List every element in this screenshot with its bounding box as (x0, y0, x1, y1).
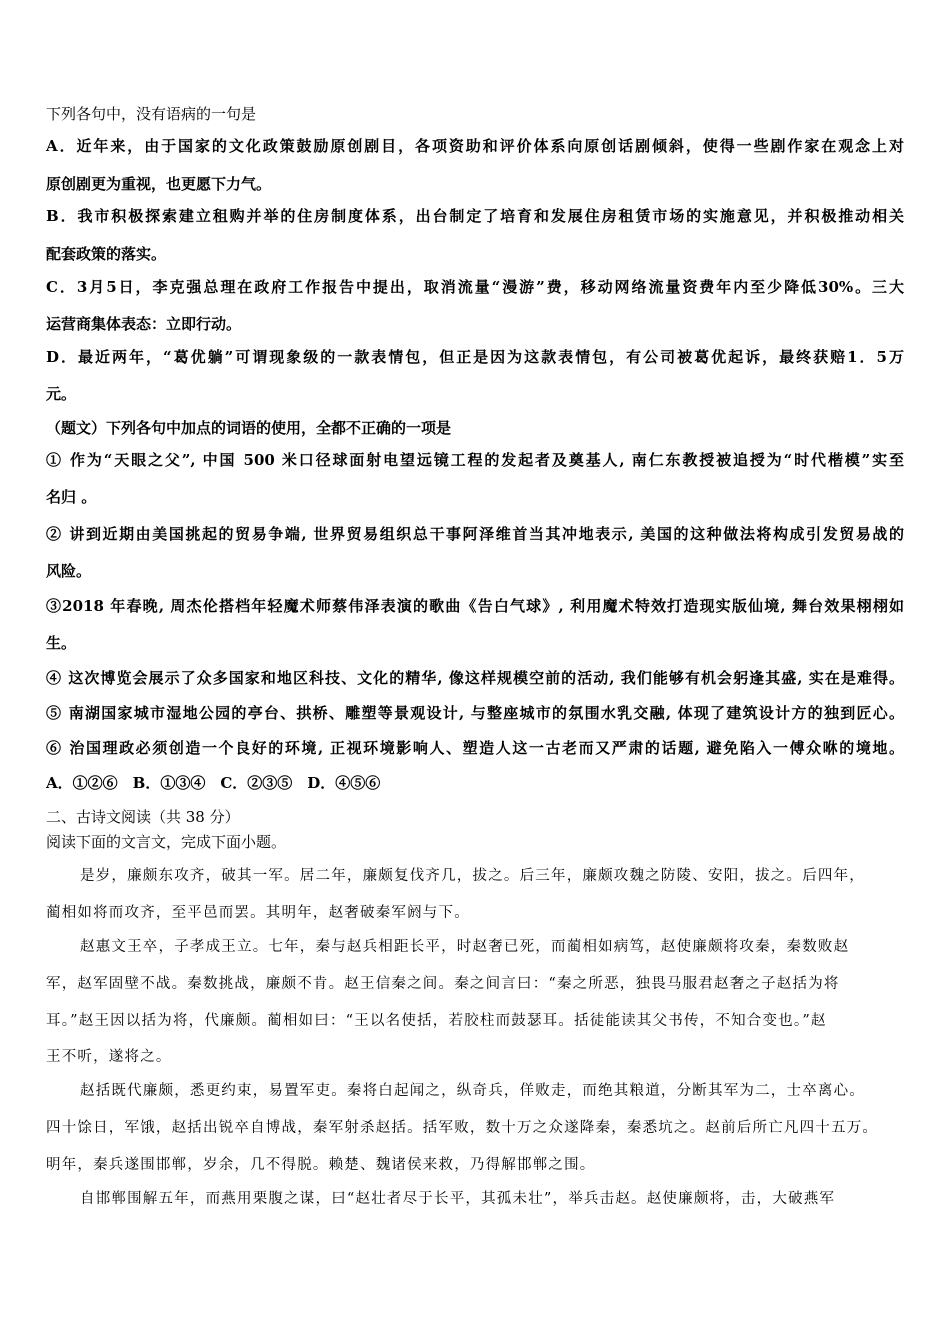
option-c-line-1: C．3月5日，李克强总理在政府工作报告中提出，取消流量“漫游”费，移动网络流量资费年内至少降低30%。三大 (46, 278, 904, 296)
option-a-line-1: A．近年来，由于国家的文化政策鼓励原创剧目，各项资助和评价体系向原创话剧倾斜，使得一些剧作家在观念上对 (46, 137, 904, 155)
section-2-intro: 阅读下面的文言文，完成下面小题。 (46, 833, 287, 851)
answer-options: A．①②⑥ B．①③④ C．②③⑤ D．④⑤⑥ (46, 774, 381, 792)
option-b-line-1: B．我市积极探索建立租购并举的住房制度体系，出台制定了培育和发展住房租赁市场的实施意见，并积极推动相关 (46, 207, 904, 225)
option-d-line-2: 元。 (46, 385, 77, 403)
sentence-3-line-2: 生。 (46, 634, 77, 652)
passage-p3-line-1: 赵括既代廉颇，悉更约束，易置军吏。秦将白起闻之，纵奇兵，佯败走，而绝其粮道，分断其军为二，士卒离心。 (80, 1083, 865, 1099)
sentence-1-line-2: 名归 。 (46, 488, 97, 506)
passage-p2-line-2: 军，赵军固壁不战。秦数挑战，廉颇不肯。赵王信秦之间。秦之间言曰：“秦之所恶，独畏马服君赵奢之子赵括为将 (46, 976, 840, 992)
sentence-2-line-1: ② 讲到近期由美国挑起的贸易争端, 世界贸易组织总干事阿泽维首当其冲地表示, 美国的这种做法将构成引发贸易战的 (46, 525, 904, 543)
passage-p1-line-1: 是岁，廉颇东攻齐，破其一军。居二年，廉颇复伐齐几，拔之。后三年，廉颇攻魏之防陵、安阳，拔之。后四年， (80, 868, 865, 884)
sick-sentence-stem: 下列各句中，没有语病的一句是 (46, 105, 257, 123)
passage-p2-line-4: 王不听，遂将之。 (46, 1049, 172, 1065)
passage-p3-line-2: 四十馀日，军饿，赵括出锐卒自博战，秦军射杀赵括。括军败，数十万之众遂降秦，秦悉坑之。赵前后所亡凡四十五万。 (46, 1120, 879, 1136)
passage-p4-line-1: 自邯郸围解五年，而燕用栗腹之谋，曰“赵壮者尽于长平，其孤未壮”，举兵击赵。赵使廉颇将，击，大破燕军 (80, 1191, 836, 1207)
passage-p2-line-3: 耳。”赵王因以括为将，代廉颇。蔺相如曰：“王以名使括，若胶柱而鼓瑟耳。括徒能读其父书传，不知合变也。”赵 (46, 1013, 827, 1029)
sentence-4: ④ 这次博览会展示了众多国家和地区科技、文化的精华, 像这样规模空前的活动, 我们能够有机会躬逢其盛, 实在是难得。 (46, 669, 904, 687)
sentence-1-line-1: ① 作为“天眼之父”, 中国 500 米口径球面射电望远镜工程的发起者及奠基人, 南仁东教授被追授为“时代楷模”实至 (46, 451, 904, 469)
sentence-3-line-1: ③2018 年春晚, 周杰伦搭档年轻魔术师蔡伟泽表演的歌曲《告白气球》, 利用魔术特效打造现实版仙境, 舞台效果栩栩如 (46, 597, 904, 615)
sentence-6: ⑥ 治国理政必须创造一个良好的环境, 正视环境影响人、塑造人这一古老而又严肃的话题, 避免陷入一傅众咻的境地。 (46, 739, 904, 757)
option-d-line-1: D．最近两年，“葛优躺”可谓现象级的一款表情包，但正是因为这款表情包，有公司被葛优起诉，最终获赔1．5万 (46, 348, 904, 366)
option-c-line-2: 运营商集体表态：立即行动。 (46, 315, 242, 333)
sentence-2-line-2: 风险。 (46, 562, 92, 580)
passage-p3-line-3: 明年，秦兵遂围邯郸，岁余，几不得脱。赖楚、魏诸侯来救，乃得解邯郸之围。 (46, 1157, 596, 1173)
section-2-title: 二、古诗文阅读（共 38 分） (46, 808, 240, 826)
word-usage-stem: （题文）下列各句中加点的词语的使用，全都不正确的一项是 (46, 419, 452, 437)
passage-p2-line-1: 赵惠文王卒，子孝成王立。七年，秦与赵兵相距长平，时赵奢已死，而蔺相如病笃，赵使廉颇将攻秦，秦数败赵 (80, 939, 850, 955)
option-a-line-2: 原创剧更为重视，也更愿下力气。 (46, 175, 272, 193)
sentence-5: ⑤ 南湖国家城市湿地公园的亭台、拱桥、雕塑等景观设计, 与整座城市的氛围水乳交融, 体现了建筑设计方的独到匠心。 (46, 704, 904, 722)
option-b-line-2: 配套政策的落实。 (46, 245, 167, 263)
passage-p1-line-2: 蔺相如将而攻齐，至平邑而罢。其明年，赵奢破秦军阏与下。 (46, 905, 470, 921)
